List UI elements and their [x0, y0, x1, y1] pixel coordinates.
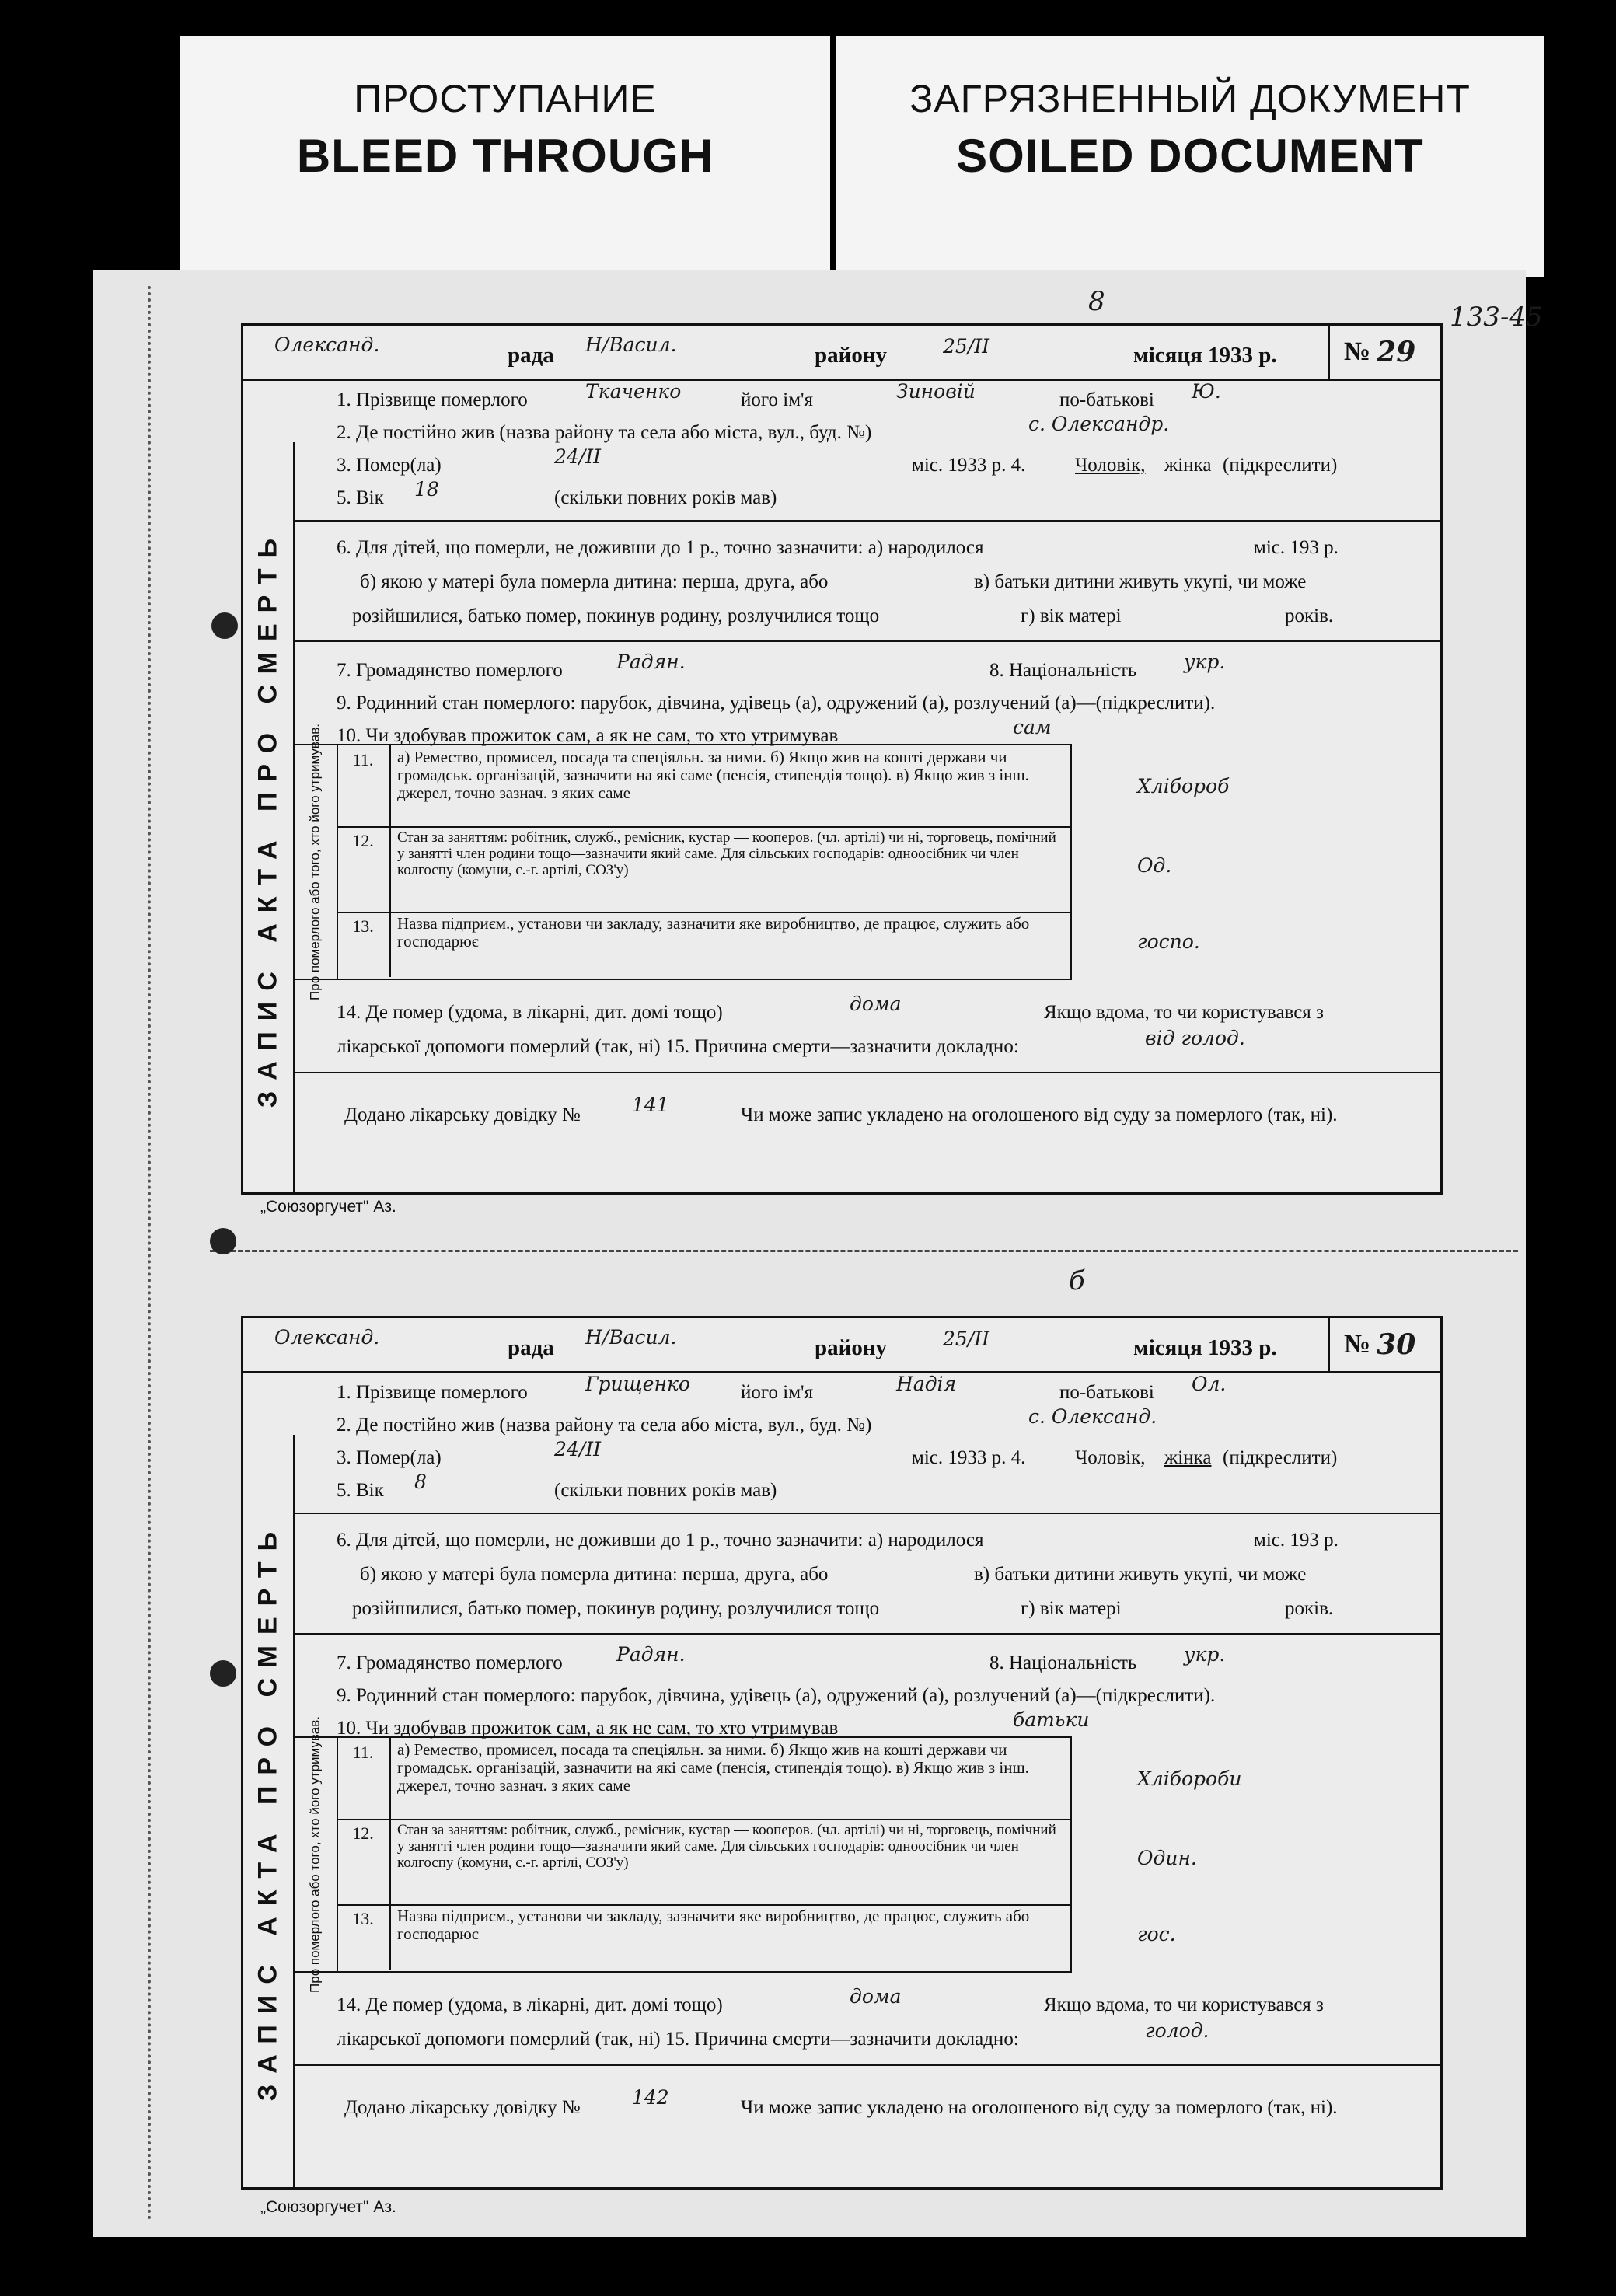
bleed-through-label — [180, 36, 830, 277]
court-record-label: Чи може запис укладено на оголошеного від суду за померлого (так, ні). — [741, 2097, 1338, 2118]
punch-hole — [210, 1228, 236, 1254]
name-value: Зиновій — [896, 380, 976, 403]
patronymic-value: Ю. — [1192, 380, 1221, 403]
child-label-2: б) якою у матері була померла дитина: перша, друга, або — [360, 571, 829, 592]
home-help-label: Якщо вдома, то чи користувався з — [1044, 1002, 1324, 1023]
row-number: 13. — [337, 912, 391, 977]
place-of-death-label: 14. Де помер (удома, в лікарні, дит. домі тощо) — [337, 1002, 723, 1023]
death-date-label: 3. Помер(ла) — [337, 455, 442, 476]
child-label-1: 6. Для дітей, що померли, не доживши до 1 р., точно зазначити: а) народилося — [337, 537, 984, 558]
row-number: 11. — [337, 745, 391, 826]
row-number: 12. — [337, 826, 391, 912]
cause-value: від голод. — [1145, 1027, 1245, 1049]
raion-value: Н/Васил. — [585, 1326, 677, 1349]
death-date-value: 24/II — [554, 1438, 601, 1460]
punch-hole — [211, 612, 238, 639]
death-date-label: 3. Помер(ла) — [337, 1447, 442, 1468]
name-value: Надія — [896, 1373, 957, 1395]
place-of-death-value: дома — [850, 1985, 902, 2008]
child-label-2b: в) батьки дитини живуть укупі, чи може — [974, 571, 1307, 592]
death-month-label: міс. 1933 р. 4. — [912, 455, 1026, 476]
occupation-row-12-text: Стан за заняттям: робітник, служб., ремісник, кустар — кооперов. (чл. артілі) чи ні, торговець, помічний у занятті член родини тощо—зазначити який саме. Для сільських господарів: одноосібник чи член колгоспу (комуни, с.-г. артілі, СОЗ'у) — [397, 829, 1056, 878]
underline-hint: (підкреслити) — [1223, 455, 1338, 476]
divider — [293, 1513, 1440, 1514]
male-option: Чоловік, — [1075, 1447, 1146, 1468]
label-left-en: BLEED THROUGH — [296, 130, 714, 182]
female-option: жінка — [1164, 455, 1212, 476]
label-right-ru: ЗАГРЯЗНЕННЫЙ ДОКУМЕНТ — [909, 77, 1471, 120]
child-label-3b: г) вік матері — [1021, 1598, 1122, 1619]
row-number: 11. — [337, 1738, 391, 1819]
occupation-row-13 — [337, 912, 1070, 977]
workplace-value: гос. — [1137, 1923, 1176, 1945]
occupation-row-12 — [337, 1819, 1070, 1906]
residence-label: 2. Де постійно жив (назва району та села або міста, вул., буд. №) — [337, 1415, 872, 1436]
court-record-label: Чи може запис укладено на оголошеного від суду за померлого (так, ні). — [741, 1104, 1338, 1125]
label-left-ru: ПРОСТУПАНИЕ — [354, 77, 657, 120]
death-record-form-2 — [241, 1316, 1443, 2190]
raion-value: Н/Васил. — [585, 333, 677, 356]
workplace-value: госпо. — [1137, 930, 1200, 953]
support-label: 10. Чи здобував прожиток сам, а як не сам, то хто утримував — [337, 725, 839, 746]
occupation-side-label — [293, 1716, 338, 1993]
side-title — [243, 442, 295, 1192]
child-label-3: розійшилися, батько помер, покинув родину, розлучилися тощо — [352, 605, 880, 626]
number-label: № — [1344, 1330, 1371, 1359]
death-month-label: міс. 1933 р. 4. — [912, 1447, 1026, 1468]
record-number: 30 — [1377, 1328, 1416, 1361]
punch-hole — [210, 1660, 236, 1687]
day-value: 25/II — [943, 335, 989, 358]
pencil-mark-middle: б — [1069, 1265, 1085, 1296]
age-hint: (скільки повних років мав) — [554, 487, 777, 508]
number-label: № — [1344, 337, 1371, 366]
side-title-text: ЗАПИС АКТА ПРО СМЕРТЬ — [253, 1520, 283, 2102]
nationality-label: 8. Національність — [989, 1652, 1137, 1673]
status-value: Один. — [1137, 1847, 1197, 1869]
death-record-form-1 — [241, 323, 1443, 1195]
perforation-line — [148, 286, 151, 2221]
marital-status-label: 9. Родинний стан померлого: парубок, дівчина, удівець (а), одружений (а), розлучений (а)—(підкреслити). — [337, 1685, 1216, 1706]
marital-status-label: 9. Родинний стан померлого: парубок, дівчина, удівець (а), одружений (а), розлучений (а)—(підкреслити). — [337, 693, 1216, 714]
surname-value: Ткаченко — [585, 380, 682, 403]
underline-hint: (підкреслити) — [1223, 1447, 1338, 1468]
cause-value: голод. — [1145, 2019, 1209, 2042]
cut-line — [210, 1250, 1518, 1252]
support-value: батьки — [1013, 1708, 1090, 1731]
place-of-death-label: 14. Де помер (удома, в лікарні, дит. домі тощо) — [337, 1994, 723, 2015]
child-label-2b: в) батьки дитини живуть укупі, чи може — [974, 1564, 1307, 1585]
occupation-side-label — [293, 724, 338, 1000]
divider — [293, 640, 1440, 642]
month-year-label: місяця 1933 р. — [1133, 1335, 1277, 1360]
publisher-mark: „Союзоргучет" Аз. — [260, 2198, 396, 2216]
side-title-text: ЗАПИС АКТА ПРО СМЕРТЬ — [253, 527, 283, 1108]
side-title — [243, 1435, 295, 2187]
male-option: Чоловік, — [1075, 455, 1146, 476]
surname-label: 1. Прізвище померлого — [337, 389, 528, 410]
month-year-label: місяця 1933 р. — [1133, 343, 1277, 368]
occupation-row-11-text: а) Ремество, промисел, посада та спеціяльн. за ними. б) Якщо жив на коштi держави чи громадськ. організацій, зазначити на які саме (пенсія, стипендія тощо). в) Якщо жив з інш. джерел, точно зазнач. з яких саме — [397, 748, 1029, 802]
certificate-label: Додано лікарську довідку № — [344, 1104, 581, 1125]
citizenship-label: 7. Громадянство померлого — [337, 1652, 563, 1673]
certificate-value: 141 — [632, 1094, 669, 1116]
patronymic-label: по-батькові — [1059, 1382, 1154, 1403]
home-help-label: Якщо вдома, то чи користувався з — [1044, 1994, 1324, 2015]
child-label-1b: міс. 193 р. — [1254, 1530, 1339, 1551]
child-label-3b: г) вік матері — [1021, 605, 1122, 626]
support-label: 10. Чи здобував прожиток сам, а як не сам, то хто утримував — [337, 1718, 839, 1739]
nationality-label: 8. Національність — [989, 660, 1137, 681]
occupation-row-13 — [337, 1904, 1070, 1970]
citizenship-label: 7. Громадянство померлого — [337, 660, 563, 681]
occupation-row-13-text: Назва підприєм., установи чи закладу, зазначити яке виробництво, де працює, служить або господарює — [397, 914, 1030, 951]
form-header — [243, 326, 1440, 381]
occupation-value: Хлібороби — [1137, 1767, 1242, 1790]
age-label: 5. Вік — [337, 487, 384, 508]
rada-label: рада — [508, 1335, 554, 1360]
age-value: 8 — [414, 1471, 427, 1493]
occupation-row-11 — [337, 745, 1070, 828]
name-label: його ім'я — [741, 1382, 814, 1403]
certificate-value: 142 — [632, 2086, 669, 2109]
divider — [293, 1072, 1440, 1073]
rada-value: Олександ. — [274, 333, 380, 356]
child-label-3c: років. — [1285, 1598, 1334, 1619]
occupation-row-13-text: Назва підприєм., установи чи закладу, зазначити яке виробництво, де працює, служить або господарює — [397, 1907, 1030, 1943]
child-label-1: 6. Для дітей, що померли, не доживши до 1 р., точно зазначити: а) народилося — [337, 1530, 984, 1551]
nationality-value: укр. — [1184, 651, 1226, 673]
child-label-2: б) якою у матері була померла дитина: перша, друга, або — [360, 1564, 829, 1585]
age-label: 5. Вік — [337, 1480, 384, 1501]
surname-label: 1. Прізвище померлого — [337, 1382, 528, 1403]
divider — [293, 520, 1440, 522]
occupation-row-11 — [337, 1738, 1070, 1820]
archive-corner-number: 133-45 — [1450, 302, 1543, 333]
record-number: 29 — [1377, 336, 1416, 368]
row-number: 13. — [337, 1904, 391, 1970]
document-sheet — [93, 270, 1543, 2237]
name-label: його ім'я — [741, 389, 814, 410]
occupation-row-12-text: Стан за заняттям: робітник, служб., ремісник, кустар — кооперов. (чл. артілі) чи ні, торговець, помічний у занятті член родини тощо—зазначити який саме. Для сільських господарів: одноосібник чи член колгоспу (комуни, с.-г. артілі, СОЗ'у) — [397, 1822, 1056, 1871]
death-date-value: 24/II — [554, 445, 601, 468]
status-value: Од. — [1137, 854, 1172, 877]
soiled-document-label — [836, 36, 1544, 277]
label-right-en: SOILED DOCUMENT — [956, 130, 1424, 182]
divider — [293, 2064, 1440, 2066]
cause-label: лікарської допомоги померлий (так, ні) 15. Причина смерти—зазначити докладно: — [337, 1036, 1019, 1057]
divider — [293, 1633, 1440, 1635]
occupation-side-text: Про померлого або того, хто його утримував. — [307, 1716, 323, 1993]
form-header — [243, 1318, 1440, 1373]
place-of-death-value: дома — [850, 993, 902, 1015]
age-value: 18 — [414, 478, 439, 501]
patronymic-value: Ол. — [1192, 1373, 1227, 1395]
occupation-row-12 — [337, 826, 1070, 913]
record-number-box — [1328, 326, 1440, 379]
certificate-label: Додано лікарську довідку № — [344, 2097, 581, 2118]
child-label-3c: років. — [1285, 605, 1334, 626]
surname-value: Грищенко — [585, 1373, 690, 1395]
citizenship-value: Радян. — [616, 1643, 686, 1666]
rada-value: Олександ. — [274, 1326, 380, 1349]
raion-label: району — [815, 343, 888, 368]
residence-value: с. Олександр. — [1028, 413, 1170, 435]
day-value: 25/II — [943, 1328, 989, 1350]
support-value: сам — [1013, 716, 1052, 738]
raion-label: району — [815, 1335, 888, 1360]
occupation-side-text: Про померлого або того, хто його утримував. — [307, 724, 323, 1000]
cause-label: лікарської допомоги померлий (так, ні) 15. Причина смерти—зазначити докладно: — [337, 2029, 1019, 2050]
citizenship-value: Радян. — [616, 651, 686, 673]
patronymic-label: по-батькові — [1059, 389, 1154, 410]
rada-label: рада — [508, 343, 554, 368]
record-number-box — [1328, 1318, 1440, 1371]
occupation-value: Хлібороб — [1137, 775, 1230, 797]
female-option: жінка — [1164, 1447, 1212, 1468]
age-hint: (скільки повних років мав) — [554, 1480, 777, 1501]
pencil-mark-top: 8 — [1088, 286, 1105, 317]
child-label-1b: міс. 193 р. — [1254, 537, 1339, 558]
publisher-mark: „Союзоргучет" Аз. — [260, 1198, 396, 1216]
occupation-row-11-text: а) Ремество, промисел, посада та спеціяльн. за ними. б) Якщо жив на коштi держави чи громадськ. організацій, зазначити на які саме (пенсія, стипендія тощо). в) Якщо жив з інш. джерел, точно зазнач. з яких саме — [397, 1740, 1029, 1795]
child-label-3: розійшилися, батько помер, покинув родину, розлучилися тощо — [352, 1598, 880, 1619]
residence-value: с. Олександ. — [1028, 1405, 1157, 1428]
row-number: 12. — [337, 1819, 391, 1904]
residence-label: 2. Де постійно жив (назва району та села або міста, вул., буд. №) — [337, 422, 872, 443]
nationality-value: укр. — [1184, 1643, 1226, 1666]
